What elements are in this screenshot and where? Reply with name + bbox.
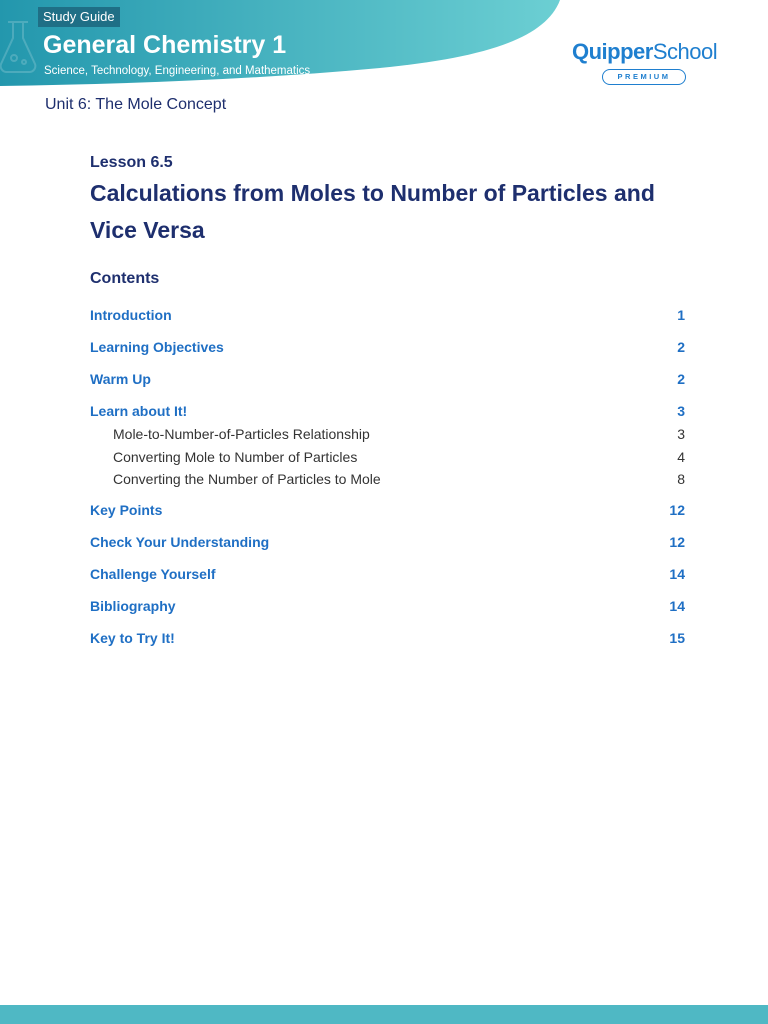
toc-entry-page: 15 [669,630,685,646]
toc-entry-page: 3 [677,403,685,419]
premium-badge: PREMIUM [602,69,686,85]
toc-entry-label: Converting the Number of Particles to Mole [113,471,381,487]
toc-entry-page: 14 [669,566,685,582]
toc-entry-page: 3 [677,426,685,442]
toc-entry-challenge-yourself[interactable] [90,564,685,584]
toc-entry-label: Introduction [90,307,172,323]
lesson-title: Calculations from Moles to Number of Particles and Vice Versa [90,180,655,243]
toc-entry-page: 1 [677,307,685,323]
toc-entry-label: Challenge Yourself [90,566,216,582]
course-subtitle: Science, Technology, Engineering, and Mathematics [44,65,311,77]
toc-entry-page: 2 [677,371,685,387]
quipper-school-logo [572,38,732,85]
toc-entry-page: 12 [669,502,685,518]
toc-entry-label: Check Your Understanding [90,534,270,550]
course-title: General Chemistry 1 [43,31,287,59]
logo-secondary-text: School [652,39,718,64]
toc-entry-label: Warm Up [90,371,151,387]
toc-entry-label: Mole-to-Number-of-Particles Relationship [113,426,370,442]
toc-subentry-particles-to-mole[interactable] [90,469,685,489]
unit-label: Unit 6: The Mole Concept [45,96,227,113]
toc-entry-label: Bibliography [90,598,176,614]
toc-entry-key-to-try-it[interactable] [90,628,685,648]
study-guide-tag: Study Guide [38,7,120,27]
lesson-number: Lesson 6.5 [90,154,173,171]
toc-entry-check-understanding[interactable] [90,532,685,552]
footer-band [0,1005,768,1024]
toc-entry-page: 8 [677,471,685,487]
toc-subentry-mole-to-particles[interactable] [90,447,685,467]
toc-entry-key-points[interactable] [90,500,685,520]
toc-entry-page: 14 [669,598,685,614]
toc-entry-introduction[interactable] [90,305,685,325]
toc-subentry-relationship[interactable] [90,424,685,444]
toc-entry-page: 4 [677,449,685,465]
contents-heading: Contents [90,270,160,287]
toc-entry-label: Key Points [90,502,163,518]
toc-entry-bibliography[interactable] [90,596,685,616]
toc-entry-label: Learn about It! [90,403,188,419]
toc-entry-learn-about-it[interactable] [90,401,685,421]
toc-entry-page: 12 [669,534,685,550]
logo-main-text: Quipper [572,39,653,64]
toc-entry-label: Learning Objectives [90,339,224,355]
toc-entry-learning-objectives[interactable] [90,337,685,357]
toc-entry-page: 2 [677,339,685,355]
toc-entry-warm-up[interactable] [90,369,685,389]
toc-entry-label: Key to Try It! [90,630,175,646]
toc-entry-label: Converting Mole to Number of Particles [113,449,358,465]
logo-wordmark [572,38,732,66]
